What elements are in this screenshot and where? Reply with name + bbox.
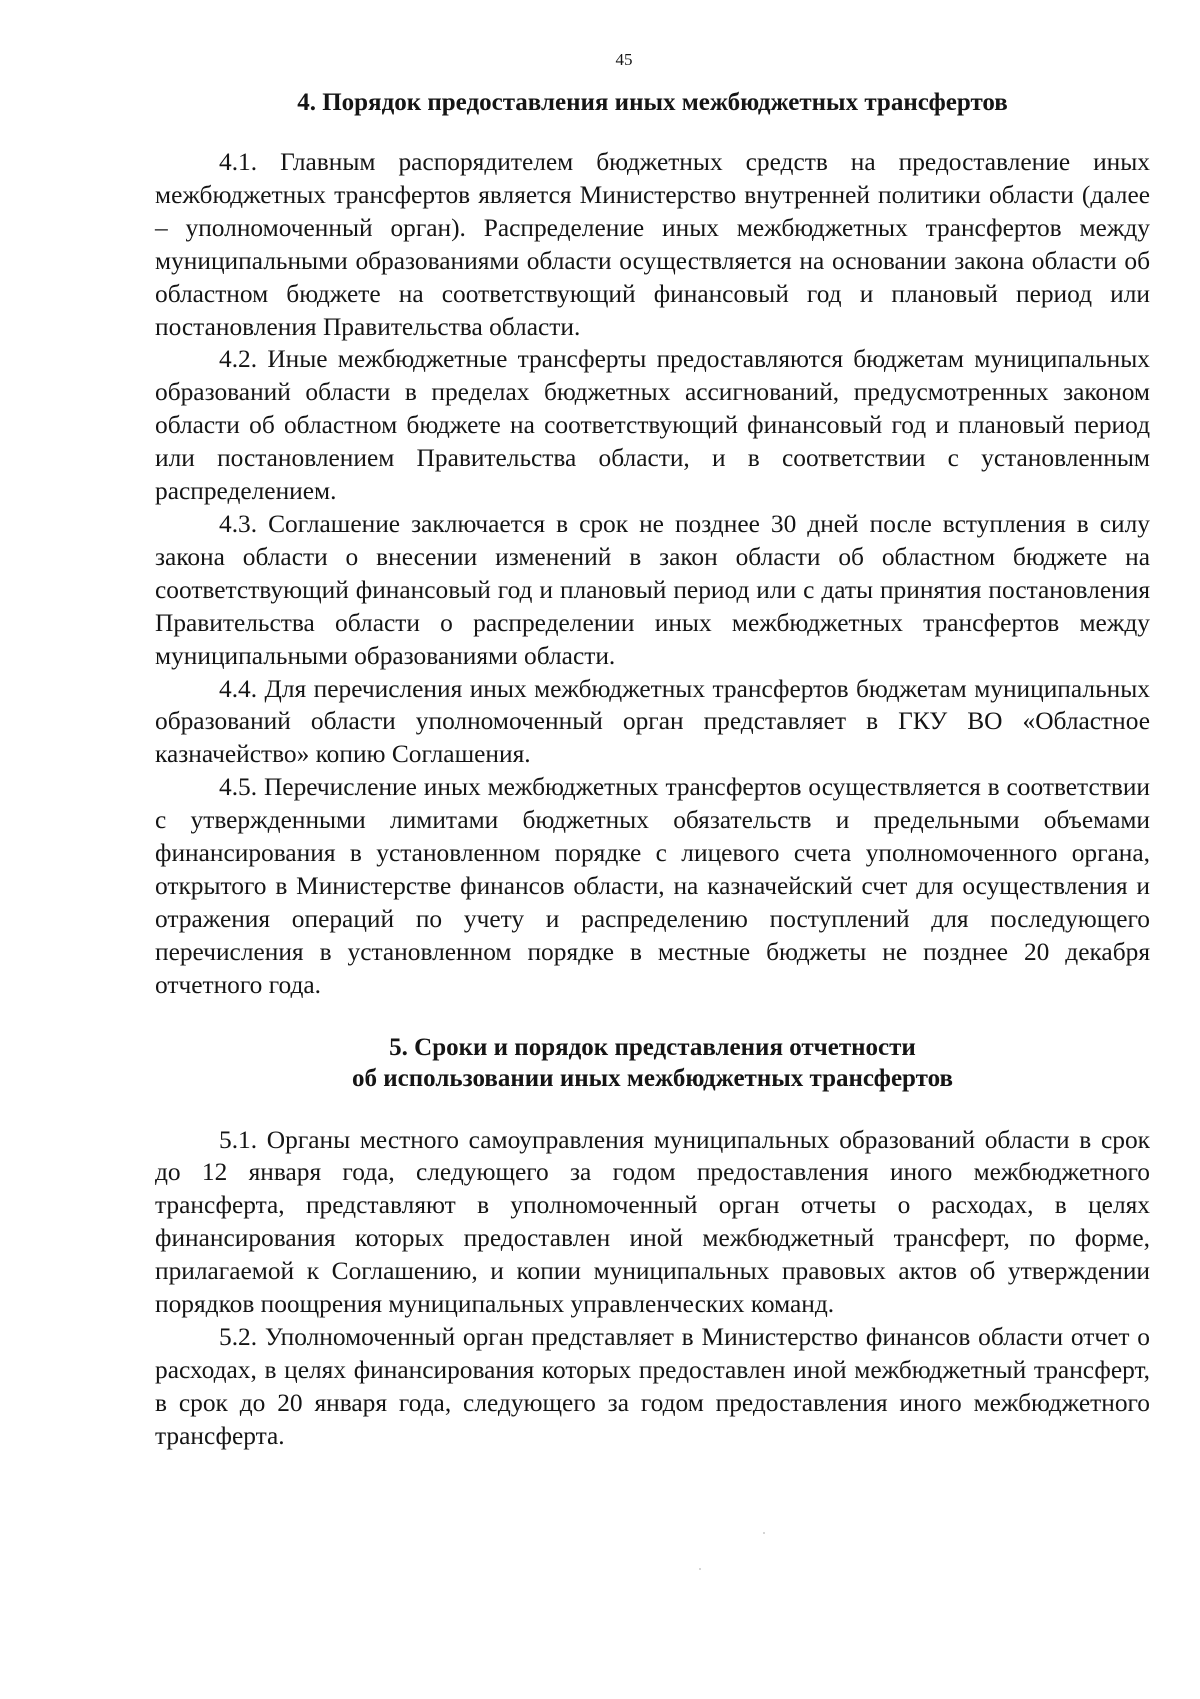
paragraph-5-1: 5.1. Органы местного самоуправления муниципальных образований области в срок до 12 января года, следующего за годом предоставления иного межбюджетного трансферта, представляют в уполномоченный орган отчеты о расходах, в целях финансирования которых предоставлен иной межбюджетный трансферт, по форме, прилагаемой к Соглашению, и копии муниципальных правовых актов об утверждении порядков поощрения муниципальных управленческих команд. xyxy=(155,1125,1150,1319)
paragraph-4-2: 4.2. Иные межбюджетные трансферты предоставляются бюджетам муниципальных образований области в пределах бюджетных ассигнований, предусмотренных законом области об областном бюджете на соответствующий финансовый год и плановый период или постановлением Правительства области, и в соответствии с установленным распределением. xyxy=(155,345,1150,506)
section-4-title xyxy=(155,87,1150,118)
paragraph-4-1: 4.1. Главным распорядителем бюджетных средств на предоставление иных межбюджетных трансфертов является Министерство внутренней политики области (далее – уполномоченный орган). Распределение иных межбюджетных трансфертов между муниципальными образованиями области осуществляется на основании закона области об областном бюджете на соответствующий финансовый год и плановый период или постановления Правительства области. xyxy=(155,148,1150,341)
section-5-title-line-2: об использовании иных межбюджетных трансфертов xyxy=(352,1064,953,1092)
section-5-title-line-1: 5. Сроки и порядок представления отчетности xyxy=(389,1033,916,1061)
paragraph-4-5: 4.5. Перечисление иных межбюджетных трансфертов осуществляется в соответствии с утвержденными лимитами бюджетных обязательств и предельными объемами финансирования в установленном порядке с лицевого счета уполномоченного органа, открытого в Министерстве финансов области, на казначейский счет для осуществления и отражения операций по учету и распределению поступлений для последующего перечисления в установленном порядке в местные бюджеты не позднее 20 декабря отчетного года. xyxy=(155,773,1150,999)
section-4-title-text: 4. Порядок предоставления иных межбюджетных трансфертов xyxy=(297,89,1008,116)
page-number: 45 xyxy=(615,50,633,69)
scan-speck xyxy=(699,1568,701,1570)
paragraph-4-3: 4.3. Соглашение заключается в срок не позднее 30 дней после вступления в силу закона области о внесении изменений в закон области об областном бюджете на соответствующий финансовый год и плановый период или с даты принятия постановления Правительства области о распределении иных межбюджетных трансфертов между муниципальными образованиями области. xyxy=(155,509,1150,670)
section-5-title xyxy=(155,1032,1150,1094)
paragraph-5-2: 5.2. Уполномоченный орган представляет в Министерство финансов области отчет о расходах, в целях финансирования которых предоставлен иной межбюджетный трансферт, в срок до 20 января года, следующего за годом предоставления иного межбюджетного трансферта. xyxy=(155,1323,1150,1450)
paragraph-4-4: 4.4. Для перечисления иных межбюджетных трансфертов бюджетам муниципальных образований области уполномоченный орган представляет в ГКУ ВО «Областное казначейство» копию Соглашения. xyxy=(155,674,1150,769)
page-content xyxy=(155,83,1150,1453)
scan-speck xyxy=(763,1532,765,1534)
